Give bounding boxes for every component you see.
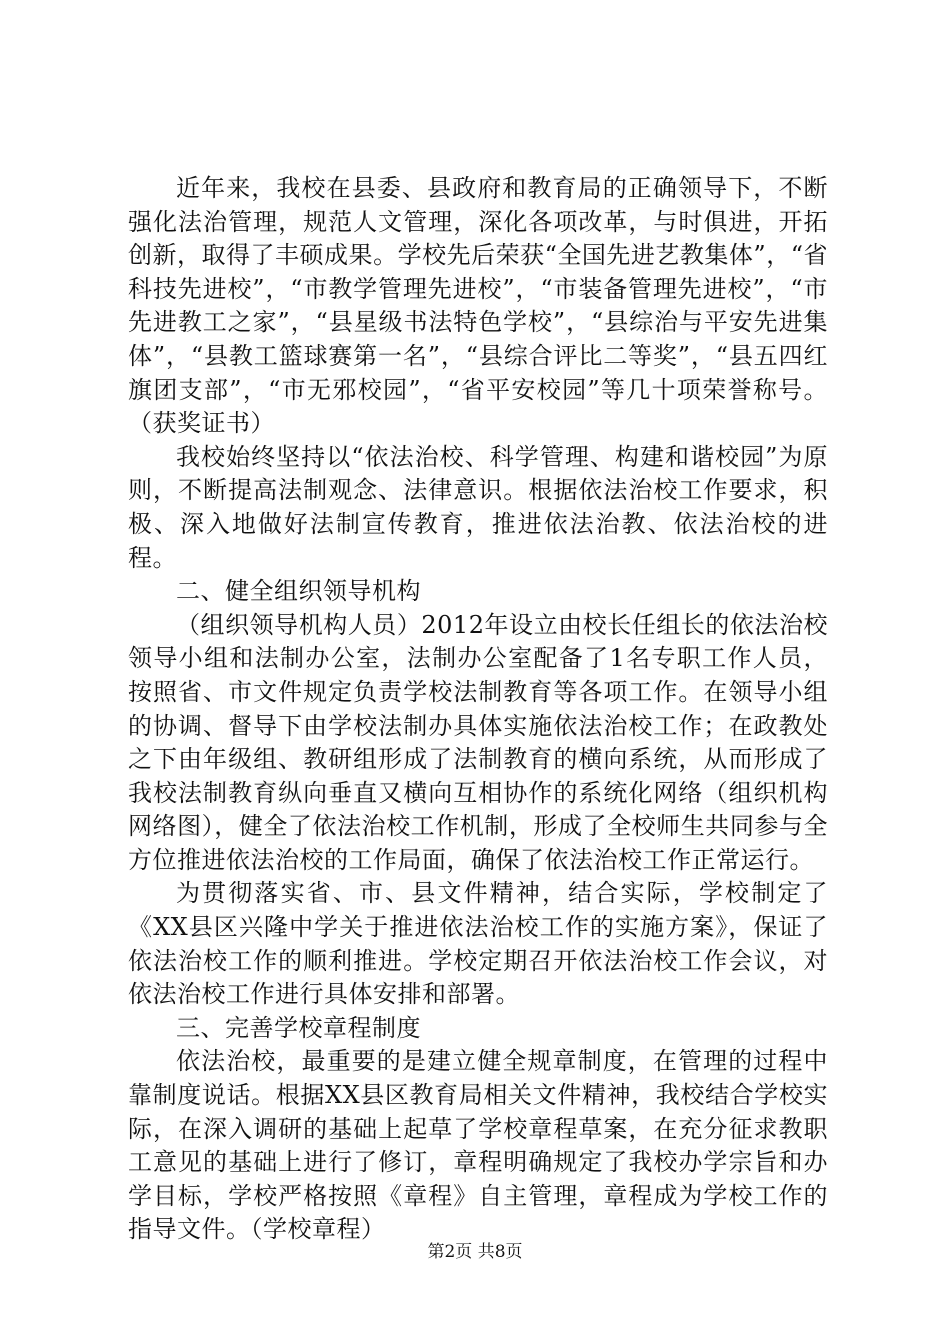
- paragraph-charter: 依法治校，最重要的是建立健全规章制度，在管理的过程中靠制度说话。根据XX县区教育局相关文件精神，我校结合学校实际，在深入调研的基础上起草了学校章程草案，在充分征求教职工意见的基础上进行了修订，章程明确规定了我校办学宗旨和办学目标，学校严格按照《章程》自主管理，章程成为学校工作的指导文件。（学校章程）: [128, 1047, 828, 1244]
- section-heading-charter: 三、完善学校章程制度: [176, 1013, 421, 1042]
- paragraph-principles: 我校始终坚持以“依法治校、科学管理、构建和谐校园”为原则，不断提高法制观念、法律意识。根据依法治校工作要求，积极、深入地做好法制宣传教育，推进依法治教、依法治校的进程。: [128, 442, 828, 572]
- document-body: [128, 172, 828, 1247]
- paragraph-achievements: 近年来，我校在县委、县政府和教育局的正确领导下，不断强化法治管理，规范人文管理，深化各项改革，与时俱进，开拓创新，取得了丰硕成果。学校先后荣获“全国先进艺教集体”，“省科技先进校”，“市教学管理先进校”，“市装备管理先进校”，“市先进教工之家”，“县星级书法特色学校”，“县综治与平安先进集体”，“县教工篮球赛第一名”，“县综合评比二等奖”，“县五四红旗团支部”，“市无邪校园”，“省平安校园”等几十项荣誉称号。（获奖证书）: [128, 174, 828, 438]
- page-number-footer: 第2页 共8页: [427, 1242, 523, 1262]
- section-heading-organization: 二、健全组织领导机构: [176, 577, 421, 606]
- paragraph-organization: （组织领导机构人员）2012年设立由校长任组长的依法治校领导小组和法制办公室，法制办公室配备了1名专职工作人员，按照省、市文件规定负责学校法制教育等各项工作。在领导小组的协调、督导下由学校法制办具体实施依法治校工作；在政教处之下由年级组、教研组形成了法制教育的横向系统，从而形成了我校法制教育纵向垂直又横向互相协作的系统化网络（组织机构网络图），健全了依法治校工作机制，形成了全校师生共同参与全方位推进依法治校的工作局面，确保了依法治校工作正常运行。: [128, 610, 828, 874]
- paragraph-implementation-plan: 为贯彻落实省、市、县文件精神，结合实际，学校制定了《XX县区兴隆中学关于推进依法治校工作的实施方案》，保证了依法治校工作的顺利推进。学校定期召开依法治校工作会议，对依法治校工作进行具体安排和部署。: [128, 879, 828, 1009]
